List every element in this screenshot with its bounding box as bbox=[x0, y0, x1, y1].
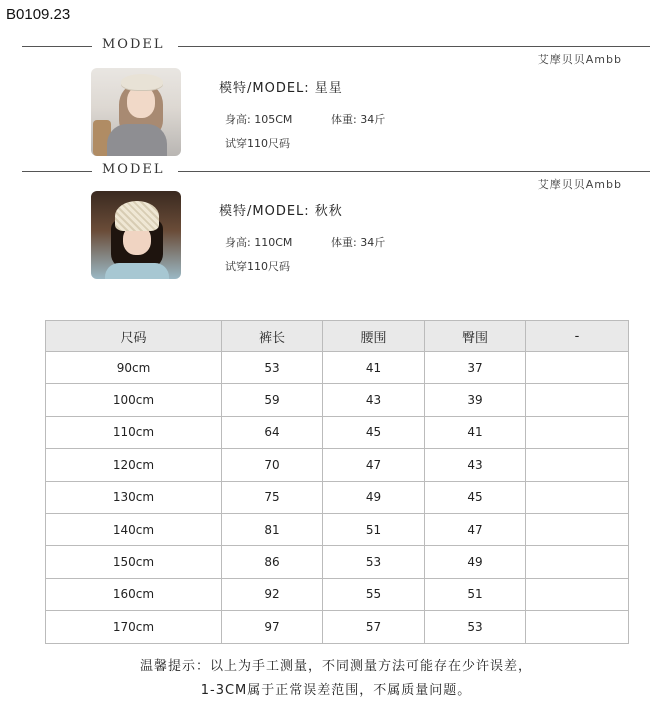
model-trial-size: 试穿110尺码 bbox=[225, 137, 290, 150]
table-cell: 150cm bbox=[46, 546, 222, 578]
brand-label: 艾摩贝贝Ambb bbox=[537, 178, 622, 191]
table-cell bbox=[526, 352, 629, 384]
model-section-label: MODEL bbox=[102, 162, 165, 177]
table-cell: 70 bbox=[222, 449, 323, 481]
table-cell: 81 bbox=[222, 513, 323, 545]
table-cell: 160cm bbox=[46, 578, 222, 610]
table-cell bbox=[526, 449, 629, 481]
photo-coat-shape bbox=[107, 124, 167, 156]
table-row bbox=[46, 416, 629, 448]
brand-label: 艾摩贝贝Ambb bbox=[537, 53, 622, 66]
model-trial-size: 试穿110尺码 bbox=[225, 260, 290, 273]
photo-hat-shape bbox=[115, 201, 159, 231]
table-cell: 55 bbox=[323, 578, 425, 610]
photo-top-shape bbox=[105, 263, 169, 279]
model-name: 模特/MODEL: 星星 bbox=[219, 81, 343, 96]
table-row bbox=[46, 611, 629, 643]
model-section-label: MODEL bbox=[102, 37, 165, 52]
table-cell: 130cm bbox=[46, 481, 222, 513]
table-cell: 47 bbox=[425, 513, 526, 545]
model-photo bbox=[91, 191, 181, 279]
table-cell: 49 bbox=[425, 546, 526, 578]
table-row bbox=[46, 578, 629, 610]
table-cell: 51 bbox=[425, 578, 526, 610]
table-cell: 97 bbox=[222, 611, 323, 643]
divider-line bbox=[178, 46, 650, 47]
table-cell bbox=[526, 416, 629, 448]
table-cell bbox=[526, 546, 629, 578]
table-cell: 41 bbox=[323, 352, 425, 384]
table-cell: 170cm bbox=[46, 611, 222, 643]
table-row bbox=[46, 481, 629, 513]
table-cell: 140cm bbox=[46, 513, 222, 545]
table-cell: 100cm bbox=[46, 384, 222, 416]
table-cell: 120cm bbox=[46, 449, 222, 481]
table-cell: 43 bbox=[323, 384, 425, 416]
table-cell bbox=[526, 578, 629, 610]
table-cell: 57 bbox=[323, 611, 425, 643]
column-header: - bbox=[526, 321, 629, 352]
column-header: 裤长 bbox=[222, 321, 323, 352]
table-row bbox=[46, 384, 629, 416]
table-cell: 53 bbox=[425, 611, 526, 643]
table-cell: 59 bbox=[222, 384, 323, 416]
table-row bbox=[46, 513, 629, 545]
table-cell: 45 bbox=[425, 481, 526, 513]
measurement-note-line-2: 1-3CM属于正常误差范围，不属质量问题。 bbox=[200, 683, 472, 698]
table-cell bbox=[526, 513, 629, 545]
table-cell: 39 bbox=[425, 384, 526, 416]
table-cell: 90cm bbox=[46, 352, 222, 384]
table-cell bbox=[526, 611, 629, 643]
table-row bbox=[46, 352, 629, 384]
table-cell: 41 bbox=[425, 416, 526, 448]
model-height: 身高: 110CM bbox=[225, 236, 293, 249]
column-header: 尺码 bbox=[46, 321, 222, 352]
table-cell: 75 bbox=[222, 481, 323, 513]
table-cell: 51 bbox=[323, 513, 425, 545]
photo-hat-shape bbox=[121, 74, 163, 90]
size-chart-table bbox=[45, 320, 629, 644]
table-cell: 47 bbox=[323, 449, 425, 481]
photo-face-shape bbox=[127, 86, 155, 118]
column-header: 臀围 bbox=[425, 321, 526, 352]
product-code: B0109.23 bbox=[6, 6, 71, 23]
table-cell: 86 bbox=[222, 546, 323, 578]
table-row bbox=[46, 546, 629, 578]
table-cell: 64 bbox=[222, 416, 323, 448]
model-section-1 bbox=[0, 34, 672, 159]
table-cell bbox=[526, 481, 629, 513]
table-cell: 110cm bbox=[46, 416, 222, 448]
model-weight: 体重: 34斤 bbox=[331, 236, 386, 249]
divider-line bbox=[22, 171, 92, 172]
model-weight: 体重: 34斤 bbox=[331, 113, 386, 126]
table-cell bbox=[526, 384, 629, 416]
table-cell: 53 bbox=[323, 546, 425, 578]
table-cell: 53 bbox=[222, 352, 323, 384]
table-cell: 37 bbox=[425, 352, 526, 384]
table-header-row bbox=[46, 321, 629, 352]
divider-line bbox=[178, 171, 650, 172]
table-cell: 43 bbox=[425, 449, 526, 481]
measurement-note-line-1: 温馨提示：以上为手工测量，不同测量方法可能存在少许误差， bbox=[139, 659, 532, 674]
table-cell: 49 bbox=[323, 481, 425, 513]
divider-line bbox=[22, 46, 92, 47]
table-cell: 45 bbox=[323, 416, 425, 448]
model-name: 模特/MODEL: 秋秋 bbox=[219, 204, 343, 219]
table-row bbox=[46, 449, 629, 481]
model-photo bbox=[91, 68, 181, 156]
model-height: 身高: 105CM bbox=[225, 113, 293, 126]
column-header: 腰围 bbox=[323, 321, 425, 352]
table-cell: 92 bbox=[222, 578, 323, 610]
model-section-2 bbox=[0, 159, 672, 284]
